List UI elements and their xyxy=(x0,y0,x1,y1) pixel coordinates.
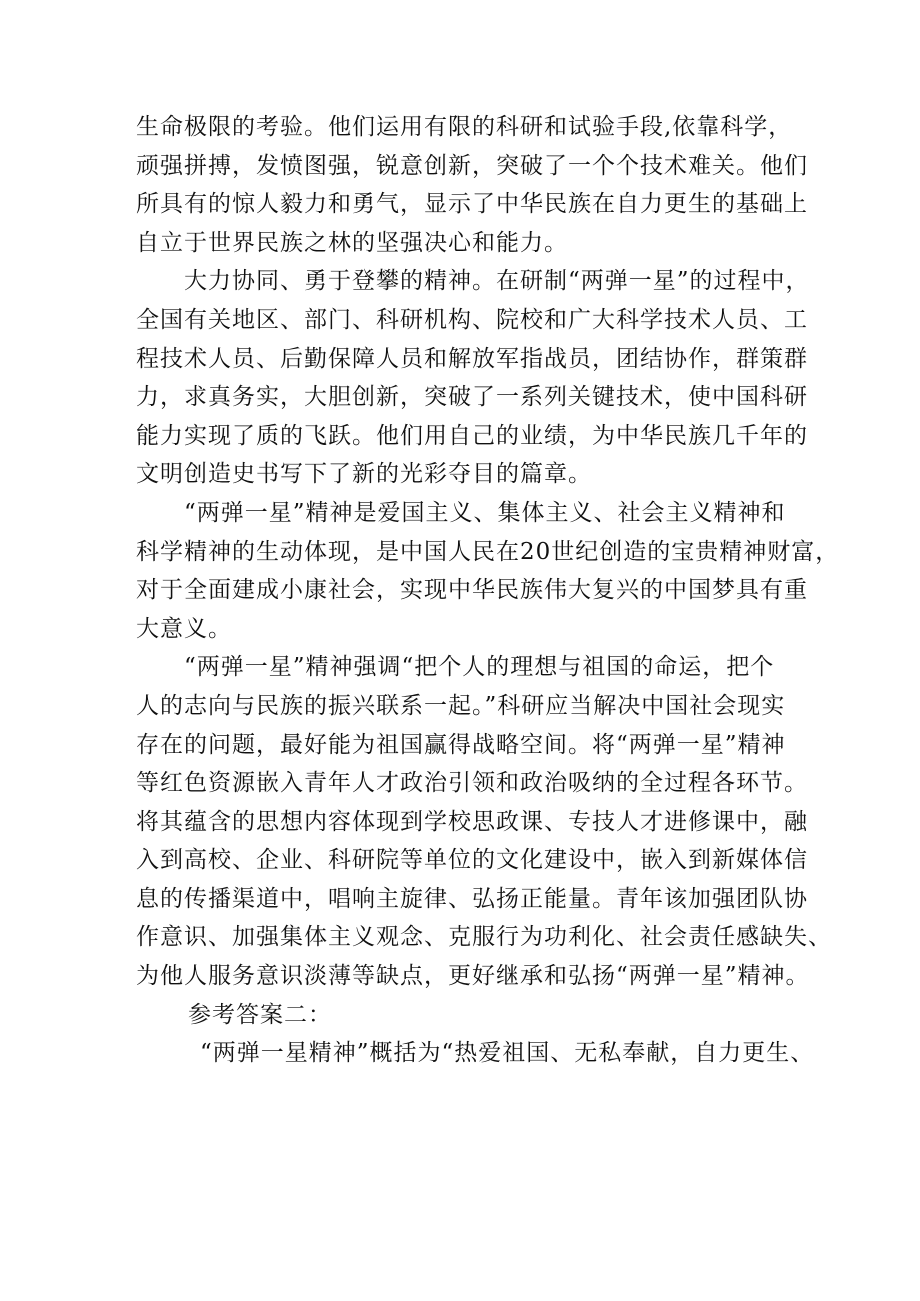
text-line: 力，求真务实，大胆创新，突破了一系列关键技术，使中国科研 xyxy=(136,384,808,411)
text-line: 程技术人员、后勤保障人员和解放军指战员，团结协作，群策群 xyxy=(136,345,808,372)
paragraph-start-line: 大力协同、勇于登攀的精神。在研制“两弹一星”的过程中， xyxy=(184,268,810,295)
text-line: 存在的问题，最好能为祖国赢得战略空间。将“两弹一星”精神 xyxy=(136,731,786,758)
text-line: 等红色资源嵌入青年人才政治引领和政治吸纳的全过程各环节。 xyxy=(136,770,808,797)
text-line: 人的志向与民族的振兴联系一起。”科研应当解决中国社会现实 xyxy=(136,692,786,719)
paragraph-start-line: “两弹一星”精神是爱国主义、集体主义、社会主义精神和 xyxy=(184,499,786,526)
text-line: 大意义。 xyxy=(136,615,232,642)
paragraph-start-line: “两弹一星精神”概括为“热爱祖国、无私奉献，自力更生、 xyxy=(200,1040,815,1067)
text-line: 生命极限的考验。他们运用有限的科研和试验手段,依靠科学， xyxy=(136,114,793,140)
text-line: 将其蕴含的思想内容体现到学校思政课、专技人才进修课中，融 xyxy=(136,808,808,835)
text-line: 息的传播渠道中，唱响主旋律、弘扬正能量。青年该加强团队协 xyxy=(136,885,808,912)
text-line: 作意识、加强集体主义观念、克服行为功利化、社会责任感缺失、 xyxy=(136,924,832,951)
text-line: 科学精神的生动体现，是中国人民在20世纪创造的宝贵精神财富， xyxy=(136,538,840,565)
text-line: 对于全面建成小康社会，实现中华民族伟大复兴的中国梦具有重 xyxy=(136,577,808,604)
text-line: 所具有的惊人毅力和勇气，显示了中华民族在自力更生的基础上 xyxy=(136,191,808,218)
text-line: 能力实现了质的飞跃。他们用自己的业绩，为中华民族几千年的 xyxy=(136,422,808,449)
text-line: 全国有关地区、部门、科研机构、院校和广大科学技术人员、工 xyxy=(136,306,808,333)
paragraph-start-line: “两弹一星”精神强调“把个人的理想与祖国的命运，把个 xyxy=(184,654,775,681)
body-text xyxy=(136,108,840,1073)
section-heading: 参考答案二： xyxy=(188,1001,332,1028)
text-line: 自立于世界民族之林的坚强决心和能力。 xyxy=(136,229,568,256)
text-line: 文明创造史书写下了新的光彩夺目的篇章。 xyxy=(136,461,592,488)
text-line: 顽强拼搏，发愤图强，锐意创新，突破了一个个技术难关。他们 xyxy=(136,152,808,179)
text-line: 为他人服务意识淡薄等缺点，更好继承和弘扬“两弹一星”精神。 xyxy=(136,963,810,990)
text-line: 入到高校、企业、科研院等单位的文化建设中，嵌入到新媒体信 xyxy=(136,847,808,874)
